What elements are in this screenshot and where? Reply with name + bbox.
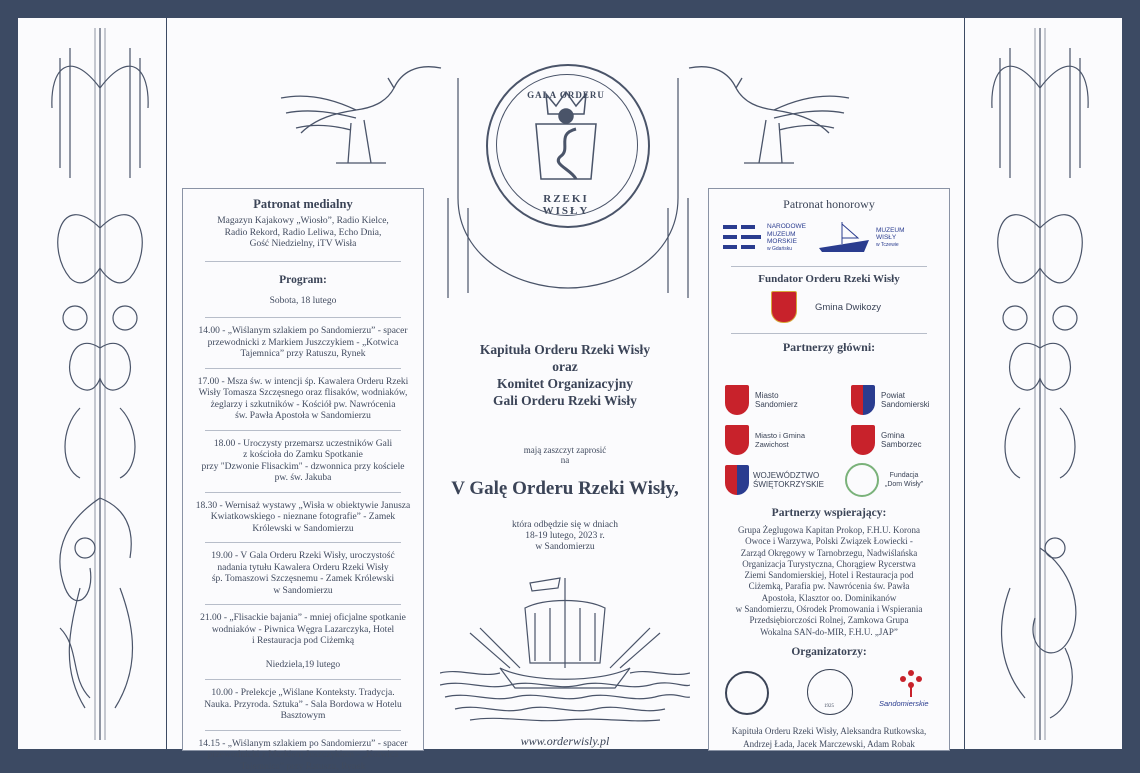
patronat-medialny-list: Magazyn Kajakowy „Wiosło”, Radio Kielce, Radio Rekord, Radio Leliwa, Echo Dnia, Gość Niedzielny, iTV Wisła <box>183 216 423 251</box>
program-item: 18.00 - Uroczysty przemarsz uczestników Gali z kościoła do Zamku Spotkanie przy "Dzwonie Flisackim" - dzwonnica przy kościele pw. św. Jakuba <box>183 439 423 485</box>
program-item: 18.30 - Wernisaż wystawy „Wisła w obiektywie Janusza Kwiatkowskiego - nieznane fotografie” - Zamek Królewski w Sandomierzu <box>183 501 423 536</box>
partner-powiat: Powiat Sandomierski <box>851 385 929 415</box>
honor-logos <box>723 220 949 256</box>
mw-logo-icon <box>814 220 874 256</box>
dwikozy-crest-icon <box>771 291 797 323</box>
center-column <box>422 18 708 749</box>
ship-illustration <box>440 573 690 723</box>
sandomierz-crest-icon <box>725 385 749 415</box>
dom-wisly-logo-icon <box>845 463 879 497</box>
heron-right <box>684 58 854 168</box>
partner-dom-wisly: Fundacja „Dom Wisły” <box>845 463 923 497</box>
partner-zawichost: Miasto i Gmina Zawichost <box>725 425 805 455</box>
day-saturday: Sobota, 18 lutego <box>183 296 423 308</box>
program-item: 17.00 - Msza św. w intencji śp. Kawalera Orderu Rzeki Wisły Tomasza Szczęsnego oraz flisaków, wodniaków, żeglarzy i szkutników - Kościół pw. Nawrócenia św. Pawła Apostoła w Sandomierzu <box>183 377 423 423</box>
divider <box>205 261 401 262</box>
event-details: która odbędzie się w dniach 18-19 lutego, 2023 r. w Sandomierzu <box>422 520 708 553</box>
zawichost-crest-icon <box>725 425 749 455</box>
organizers-heading: Kapituła Orderu Rzeki Wisły oraz Komitet Organizacyjny Gali Orderu Rzeki Wisły <box>422 341 708 409</box>
right-ornament <box>980 28 1100 740</box>
supporting-partners-list: Grupa Żeglugowa Kapitan Prokop, F.H.U. Korona Owoce i Warzywa, Polski Związek Łowiecki - Zarząd Okręgowy w Tarnobrzegu, Nadwiślańska Organizacja Turystyczna, Chorągiew Rycerstwa Ziemi Sandomierskiej, Hotel i Restauracja pod Ciżemką, Parafia pw. Nawrócenia św. Pawła Apostoła, Klasztor oo. Dominikanów w Sandomierzu, Ośrodek Promowania i Wspierania Przedsiębiorczości Rolnej, Zamkowa Grupa Wokalna SAN-do-MIR, F.H.U. „JAP” <box>709 525 949 638</box>
program-item: 10.00 - Prelekcje „Wiślane Konteksty. Tradycja. Nauka. Przyroda. Sztuka” - Sala Bordowa w Hotelu Basztowym <box>183 688 423 723</box>
program-title: Program: <box>183 274 423 286</box>
medal-text-top: GALA ORDERU <box>518 90 614 102</box>
program-item: 21.00 - „Flisackie bajania” - mniej oficjalne spotkanie wodniaków - Piwnica Węgra Lazarczyka, Hotel i Restauracja pod Ciżemką <box>183 613 423 648</box>
organizer-logos <box>721 667 941 721</box>
invitation-sheet <box>18 18 1122 749</box>
supporting-partners <box>709 507 949 658</box>
left-ornament <box>40 28 160 740</box>
sandomierskie-logo-icon <box>891 667 931 697</box>
partner-wojewodztwo: WOJEWÓDZTWO ŚWIĘTOKRZYSKIE <box>725 465 824 495</box>
program-item: 14.00 - „Wiślanym szlakiem po Sandomierzu” - spacer przewodnicki z Markiem Juszczykiem - „Kotwica Tajemnica” przy Ratuszu, Rynek <box>183 326 423 361</box>
day-sunday: Niedziela,19 lutego <box>183 660 423 672</box>
mw-logo-text: MUZEUM WISŁY w Tczewie <box>876 227 905 250</box>
organizer-names: Kapituła Orderu Rzeki Wisły, Aleksandra Rutkowska, Andrzej Łada, Jacek Marczewski, Adam Robak <box>709 725 949 751</box>
swietokrzyskie-crest-icon <box>725 465 749 495</box>
fundator-title: Fundator Orderu Rzeki Wisły <box>709 273 949 285</box>
organizatorzy-title: Organizatorzy: <box>709 646 949 658</box>
patronat-honorowy-title: Patronat honorowy <box>709 197 949 212</box>
partnerzy-glowni-title: Partnerzy główni: <box>709 340 949 355</box>
medal-text-bottom: RZEKI WISŁY <box>518 194 614 217</box>
fundacja-logo-icon <box>725 671 769 715</box>
right-panel <box>708 188 950 751</box>
event-title: V Galę Orderu Rzeki Wisły, <box>422 478 708 500</box>
program-item: 14.15 - „Wiślanym szlakiem po Sandomierzu” - spacer przewodnicki z Markiem Juszczykiem - „Kotwica Tajemnica” przy Ratuszu, Rynek <box>183 739 423 773</box>
patronat-medialny-title: Patronat medialny <box>183 197 423 212</box>
nmm-logo-icon <box>723 223 763 253</box>
samborzec-crest-icon <box>851 425 875 455</box>
fundator-name: Gmina Dwikozy <box>815 302 881 313</box>
fundator-row <box>771 291 949 323</box>
program-item: 19.00 - V Gala Orderu Rzeki Wisły, uroczystość nadania tytułu Kawalera Orderu Rzeki Wisły śp. Tomaszowi Szczęsnemu - Zamek Królewski w Sandomierzu <box>183 551 423 597</box>
nmm-logo-text: NARODOWE MUZEUM MORSKIE w Gdańsku <box>767 223 806 253</box>
zamek-year: 1925 <box>807 701 851 713</box>
partner-sandomierz: Miasto Sandomierz <box>725 385 798 415</box>
partnerzy-wspierajacy-title: Partnerzy wspierający: <box>709 507 949 519</box>
sandomierskie-logo-text: Sandomierskie <box>879 699 929 708</box>
heron-left <box>276 58 446 168</box>
left-panel <box>182 188 424 751</box>
powiat-crest-icon <box>851 385 875 415</box>
invite-text: mają zaszczyt zaprosić na <box>422 445 708 465</box>
partner-samborzec: Gmina Samborzec <box>851 425 921 455</box>
website-link[interactable]: www.orderwisly.pl <box>422 734 708 749</box>
